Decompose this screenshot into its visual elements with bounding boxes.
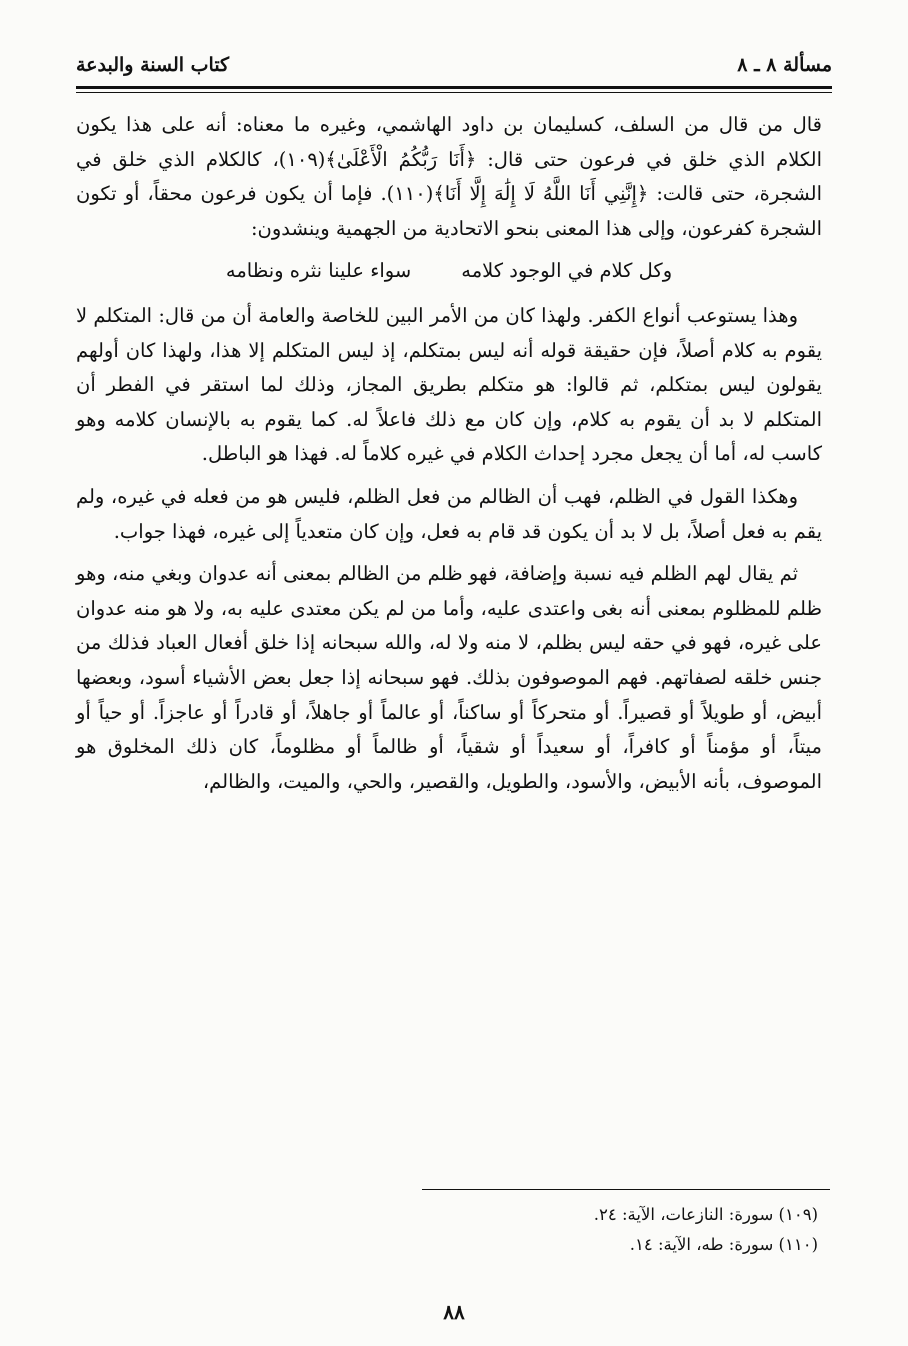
footnote-item: (١٠٩) سورة: النازعات، الآية: ٢٤.: [593, 1205, 818, 1224]
footnote-item: (١١٠) سورة: طه، الآية: ١٤.: [629, 1235, 818, 1254]
paragraph: قال من قال من السلف، كسليمان بن داود الهاشمي، وغيره ما معناه: أنه على هذا يكون الكلام الذي خلق في فرعون حتى قال: ﴿أَنَا رَبُّكُمُ الْأَعْلَىٰ﴾(١٠٩)، كالكلام الذي خلق في الشجرة، حتى قالت: ﴿إِنَّنِي أَنَا اللَّهُ لَا إِلَٰهَ إِلَّا أَنَا﴾(١١٠). فإما أن يكون فرعون محقاً، أو تكون الشجرة كفرعون، وإلى هذا المعنى بنحو الاتحادية من الجهمية وينشدون:: [76, 113, 822, 240]
header-rule-thin: [76, 92, 832, 93]
paragraph: ثم يقال لهم الظلم فيه نسبة وإضافة، فهو ظلم من الظالم بمعنى أنه عدوان وبغي منه، وهو ظلم للمظلوم بمعنى أنه بغى واعتدى عليه، وأما من لم يكن معتدى عليه به، ولا هو منه عدوان على غيره، فهو في حقه ليس بظلم، لا منه ولا له، والله سبحانه إذا خلق أفعال العباد فذلك من جنس خلقه لصفاتهم. فهم الموصوفون بذلك. فهو سبحانه إذا جعل بعض الأشياء أسود، وبعضها أبيض، أو طويلاً أو قصيراً. أو متحركاً أو ساكناً، أو عالماً أو جاهلاً، أو قادراً أو عاجزاً. أو حياً أو ميتاً، أو مؤمناً أو كافراً، أو سعيداً أو شقياً، أو ظالماً أو مظلوماً، كان ذلك المخلوق هو الموصوف، بأنه الأبيض، والأسود، والطويل، والقصير، والحي، والميت، والظالم،: [76, 562, 822, 793]
header-rule-thick: [76, 86, 832, 89]
book-title: كتاب السنة والبدعة: [76, 54, 230, 76]
page-number: ٨٨: [443, 1300, 465, 1324]
poetry-verse: [76, 254, 822, 289]
body-text: [76, 108, 822, 807]
footnotes: [76, 1200, 818, 1260]
paragraph: وهذا يستوعب أنواع الكفر. ولهذا كان من الأمر البين للخاصة والعامة أن من قال: المتكلم لا يقوم به كلام أصلاً، فإن حقيقة قوله أنه ليس بمتكلم، إذ ليس المتكلم إلا هذا، ولهذا كان أولهم يقولون ليس بمتكلم، ثم قالوا: هو متكلم بطريق المجاز، وذلك لما استقر في الفطر أن المتكلم لا بد أن يقوم به كلام، وإن كان مع ذلك فاعلاً له. كما يقوم به بالإنسان كلامه وهو كاسب له، أما أن يجعل مجرد إحداث الكلام في غيره كلاماً له. فهذا هو الباطل.: [76, 303, 822, 466]
footnote-separator: [422, 1189, 830, 1190]
running-header: [76, 40, 832, 76]
paragraph: وهكذا القول في الظلم، فهب أن الظالم من فعل الظلم، فليس هو من فعله في غيره، ولم يقم به فعل أصلاً، بل لا بد أن يكون قد قام به فعل، وإن كان متعدياً إلى غيره، فهذا جواب.: [76, 484, 822, 543]
verse-second-hemistich: سواء علينا نثره ونظامه: [225, 259, 412, 283]
section-label: مسألة ٨ ـ ٨: [737, 54, 832, 76]
verse-first-hemistich: وكل كلام في الوجود كلامه: [461, 259, 673, 283]
